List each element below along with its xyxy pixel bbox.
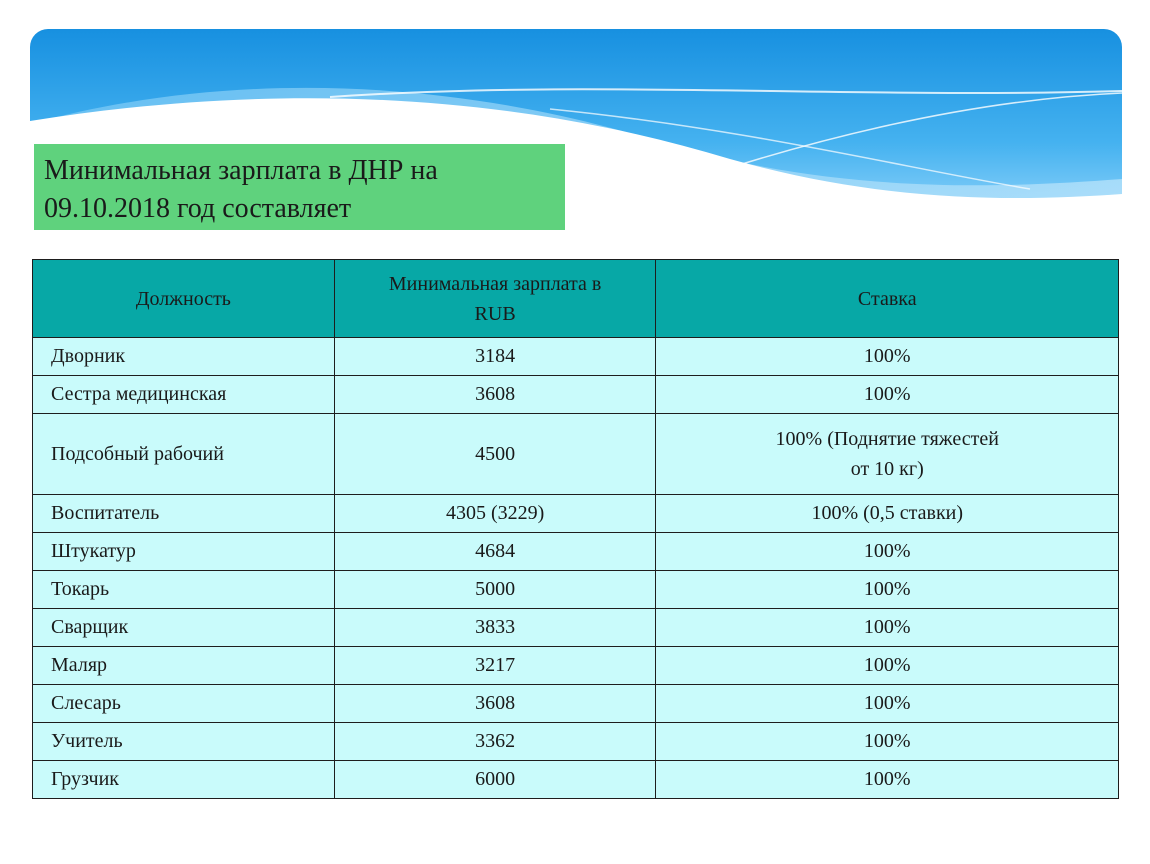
cell-position: Подсобный рабочий [33,414,335,495]
header-rate: Ставка [656,260,1119,338]
table-row [33,533,1119,571]
cell-rate: 100% [656,571,1119,609]
cell-rate: 100% [656,338,1119,376]
cell-rate: 100% [656,609,1119,647]
header-position: Должность [33,260,335,338]
table-row [33,647,1119,685]
table-row [33,761,1119,799]
table-row [33,571,1119,609]
cell-position: Сварщик [33,609,335,647]
header-salary-line1: Минимальная зарплата в [388,272,602,295]
header-salary-line2: RUB [474,302,516,325]
cell-rate: 100% [656,685,1119,723]
table-header-row [33,260,1119,338]
table-row [33,338,1119,376]
cell-salary: 3362 [334,723,656,761]
table-row [33,414,1119,495]
cell-salary: 3184 [334,338,656,376]
cell-rate: 100% (0,5 ставки) [656,495,1119,533]
table-row [33,376,1119,414]
header-salary [334,260,656,338]
table-row [33,609,1119,647]
cell-position: Сестра медицинская [33,376,335,414]
table-row [33,495,1119,533]
cell-rate: 100% [656,647,1119,685]
cell-rate: 100% [656,723,1119,761]
cell-position: Учитель [33,723,335,761]
cell-salary: 3608 [334,376,656,414]
cell-rate-line1: 100% (Поднятие тяжестей [775,428,999,450]
cell-salary: 3608 [334,685,656,723]
cell-position: Токарь [33,571,335,609]
cell-position: Маляр [33,647,335,685]
cell-rate-line2: от 10 кг) [850,458,924,480]
slide-title-line1: Минимальная зарплата в ДНР на [44,155,438,186]
cell-position: Воспитатель [33,495,335,533]
cell-salary: 4500 [334,414,656,495]
cell-salary: 6000 [334,761,656,799]
salary-table [32,259,1119,799]
slide-title [34,144,565,230]
cell-salary: 4305 (3229) [334,495,656,533]
slide-title-line2: 09.10.2018 год составляет [44,193,352,224]
cell-salary: 5000 [334,571,656,609]
cell-rate: 100% [656,761,1119,799]
cell-salary: 4684 [334,533,656,571]
cell-rate [656,414,1119,495]
table-row [33,723,1119,761]
cell-salary: 3217 [334,647,656,685]
cell-salary: 3833 [334,609,656,647]
cell-rate: 100% [656,533,1119,571]
cell-position: Грузчик [33,761,335,799]
cell-rate: 100% [656,376,1119,414]
cell-position: Дворник [33,338,335,376]
cell-position: Штукатур [33,533,335,571]
table-row [33,685,1119,723]
cell-position: Слесарь [33,685,335,723]
